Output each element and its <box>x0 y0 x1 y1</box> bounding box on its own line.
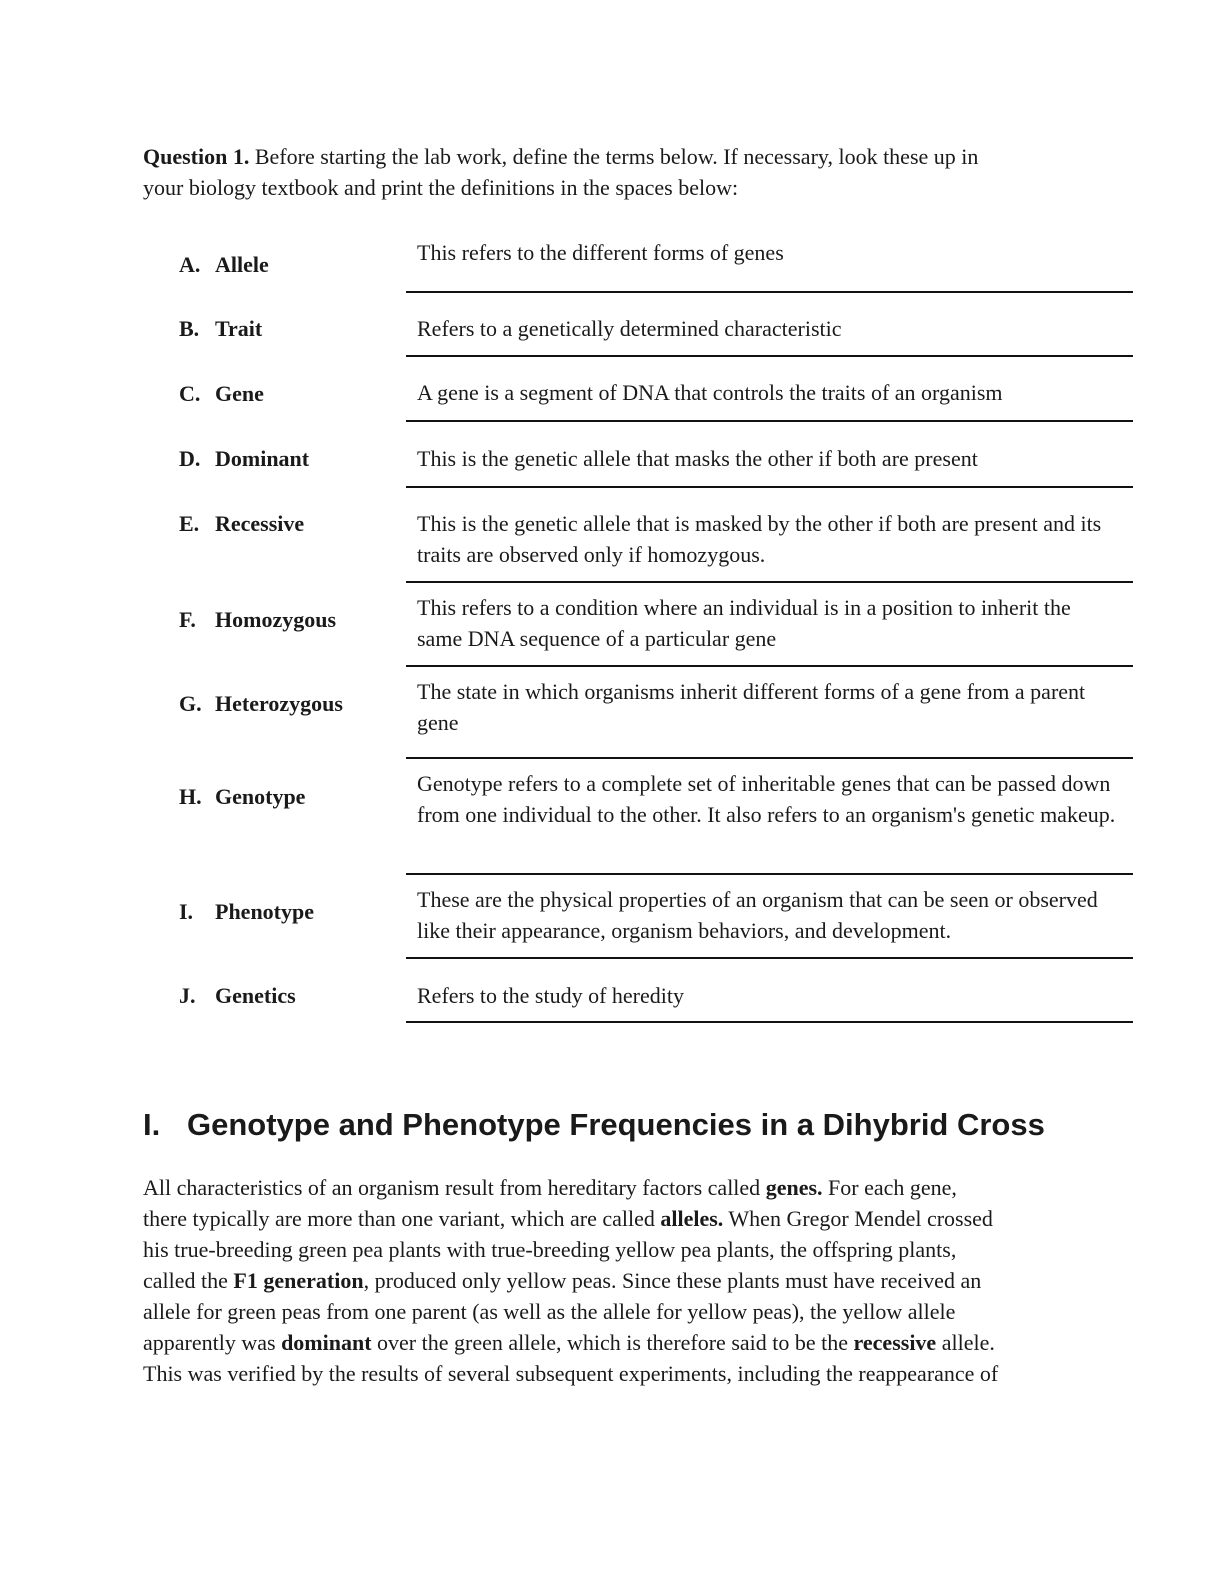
term-letter: F. <box>179 607 196 632</box>
term-letter: G. <box>179 691 202 716</box>
paragraph-line: apparently was dominant over the green allele, which is therefore said to be the recessive allele. <box>143 1330 995 1355</box>
paragraph-line: called the F1 generation, produced only yellow peas. Since these plants must have received an <box>143 1268 982 1293</box>
paragraph-line: there typically are more than one variant, which are called alleles. When Gregor Mendel crossed <box>143 1206 993 1231</box>
body-paragraph <box>143 1172 1083 1389</box>
answer-line <box>406 291 1133 293</box>
section-heading <box>143 1105 1143 1145</box>
paragraph-line: allele for green peas from one parent (as well as the allele for yellow peas), the yellow allele <box>143 1299 956 1324</box>
definition-genetics: Refers to the study of heredity <box>417 983 684 1008</box>
term-homozygous <box>179 604 399 635</box>
paragraph-line: All characteristics of an organism result from hereditary factors called genes. For each gene, <box>143 1175 957 1200</box>
term-label: Allele <box>215 252 269 277</box>
term-emphasis: dominant <box>281 1330 372 1355</box>
answer-line <box>406 420 1133 422</box>
term-letter: A. <box>179 252 201 277</box>
term-label: Genetics <box>215 983 296 1008</box>
question-prompt <box>143 141 1073 203</box>
answer-line <box>406 665 1133 667</box>
term-genetics <box>179 980 399 1011</box>
term-letter: C. <box>179 381 201 406</box>
answer-line <box>406 581 1133 583</box>
term-heterozygous <box>179 688 399 719</box>
term-label: Heterozygous <box>215 691 343 716</box>
term-label: Gene <box>215 381 264 406</box>
answer-line <box>406 873 1133 875</box>
term-emphasis: recessive <box>853 1330 937 1355</box>
term-genotype <box>179 781 399 812</box>
definition-genotype: Genotype refers to a complete set of inheritable genes that can be passed down from one individual to the other. It also refers to an organism's genetic makeup. <box>417 771 1116 827</box>
term-letter: H. <box>179 784 202 809</box>
answer-line <box>406 355 1133 357</box>
definition-trait: Refers to a genetically determined characteristic <box>417 316 842 341</box>
term-label: Trait <box>215 316 263 341</box>
answer-line <box>406 757 1133 759</box>
term-letter: I. <box>179 899 194 924</box>
definition-gene: A gene is a segment of DNA that controls the traits of an organism <box>417 380 1003 405</box>
question-line-2: your biology textbook and print the definitions in the spaces below: <box>143 175 739 200</box>
answer-line <box>406 957 1133 959</box>
term-emphasis: F1 generation <box>233 1268 364 1293</box>
definition-dominant: This is the genetic allele that masks the other if both are present <box>417 446 978 471</box>
term-label: Homozygous <box>215 607 336 632</box>
term-dominant <box>179 443 399 474</box>
term-letter: J. <box>179 983 196 1008</box>
definition-heterozygous: The state in which organisms inherit different forms of a gene from a parent gene <box>417 679 1086 735</box>
section-title: Genotype and Phenotype Frequencies in a Dihybrid Cross <box>187 1107 1045 1142</box>
term-label: Phenotype <box>215 899 314 924</box>
definition-homozygous: This refers to a condition where an individual is in a position to inherit the same DNA sequence of a particular gene <box>417 595 1071 651</box>
term-label: Genotype <box>215 784 306 809</box>
term-emphasis: genes. <box>765 1175 823 1200</box>
term-label: Recessive <box>215 511 305 536</box>
paragraph-line: his true-breeding green pea plants with true-breeding yellow pea plants, the offspring plants, <box>143 1237 957 1262</box>
term-letter: D. <box>179 446 201 471</box>
answer-line <box>406 1021 1133 1023</box>
term-trait <box>179 313 399 344</box>
term-letter: B. <box>179 316 200 341</box>
definition-phenotype: These are the physical properties of an organism that can be seen or observed like their appearance, organism behaviors, and development. <box>417 887 1098 943</box>
term-letter: E. <box>179 511 200 536</box>
section-number: I. <box>143 1107 161 1142</box>
answer-line <box>406 486 1133 488</box>
definition-allele: This refers to the different forms of genes <box>417 240 784 265</box>
question-line-1: Before starting the lab work, define the terms below. If necessary, look these up in <box>249 144 979 169</box>
term-recessive <box>179 508 399 539</box>
paragraph-line: This was verified by the results of several subsequent experiments, including the reappearance of <box>143 1361 999 1386</box>
term-phenotype <box>179 896 399 927</box>
term-label: Dominant <box>215 446 310 471</box>
question-label: Question 1. <box>143 144 250 169</box>
term-emphasis: alleles. <box>660 1206 724 1231</box>
term-gene <box>179 378 399 409</box>
term-allele <box>179 249 399 280</box>
definition-recessive: This is the genetic allele that is masked by the other if both are present and its traits are observed only if homozygous. <box>417 511 1102 567</box>
